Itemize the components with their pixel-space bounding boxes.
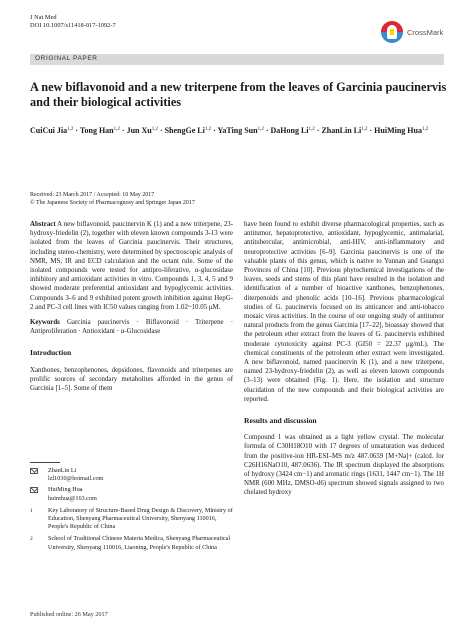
contact-name: HuiMing Hua: [48, 486, 83, 494]
contact-item: [30, 467, 233, 483]
crossmark-badge[interactable]: [381, 21, 443, 43]
author-affiliation: 1,2: [204, 127, 212, 132]
contact-name: ZhanLin Li: [48, 467, 77, 474]
paper-type: ORIGINAL PAPER: [35, 55, 98, 62]
author: [30, 126, 73, 135]
intro-continued: have been found to exhibit diverse pharmacological properties, such as antitumor, hepatoprotective, antioxidant, hypoglycemic, antimalarial, antitubercular, antimicrobial, anti-HIV, anti-inflammatory and neuroprotective activities [6–9]. Garcinia paucinervis is one of the valuable plants of this genus, which is native to Yunnan and Guangxi Provinces of China [10]. Previous phytochemical investigations of the leaves, seeds and stems of this plant have resulted in the isolation and identification of a number of bioactive xanthones, benzophenones, diterpenoids and phenolic acids [10–16]. Previous pharmacological studies of G. paucinervis focused on its anticancer and anti-tobacco mosaic virus activities. In the course of our ongoing study of antitumor natural products from the genus Garcinia [17–22], bioassay showed that the petroleum ether extract from the leaves of G. paucinervis exhibited moderate cytotoxicity against PC-3 (GI50 = 22.37 μg/mL). The chemical constituents of the petroleum ether extract were investigated. A new biflavonoid, named paucinervin K (1), and a new triterpene, named 23-hydroxy-friedelin (2), as well as eleven known compounds (3–13) were obtained (Fig. 1). Here, the isolation and structure elucidation of the new compounds and their biological activities are reported.: [244, 221, 444, 403]
author-affiliation: 1,2: [67, 127, 74, 132]
author: [374, 126, 428, 135]
right-column: [244, 220, 444, 498]
left-column: [30, 220, 233, 393]
author: [217, 126, 263, 135]
author-affiliation: 1,2: [421, 127, 429, 132]
envelope-icon: [30, 486, 42, 502]
abstract-text: A new biflavonoid, paucinervin K (1) and a new triterpene, 23-hydroxy-friedelin (2), together with eleven known compounds 3-13 were isolated from the leaves of Garcinia paucinervis. Their structures, including stereo-chemistry, were determined by spectroscopic analysis of NMR, MS, IR and ECD calculation and the octant rule. Some of the isolated compounds were tested for antipro-liferative, α-glucosidase inhibitory and antioxidant activities in vitro. Compounds 1, 3, 4, 5 and 9 showed moderate preferential antioxidant and hypoglycemic activities. Compounds 3–6 and 9 exhibited potent growth inhibition against HepG-2 and PC-3 cell lines with IC50 values ranging from 1.02~10.05 μM.: [30, 221, 233, 311]
author-list: CuiCui Jia$^{1,2}$ · Tong Han$^{1,2}$ · Jun Xu$^{1,2}$ · ShengGe Li$^{1,2}$ · YaTing Sun$^{1,2}$ · DaHong Li$^{1,2}$ · ZhanLin Li$^{1,2}$ · HuiMing Hua$^{1,2}$: [30, 126, 429, 135]
author-name: Tong Han: [79, 126, 114, 135]
author-name: CuiCui Jia: [30, 126, 68, 135]
received-accepted: Received: 23 March 2017 / Accepted: 10 May 2017: [30, 192, 155, 198]
affiliation-number: 2: [30, 536, 33, 543]
contact-block: [30, 462, 233, 552]
author-affiliation: 1,2: [113, 127, 120, 132]
paper-type-band: [30, 54, 444, 65]
published-online: Published online: 26 May 2017: [30, 611, 108, 618]
author: [165, 126, 211, 135]
author-name: ShengGe Li: [164, 126, 205, 135]
contact-item: [30, 486, 233, 502]
abstract: [30, 220, 233, 312]
journal-name: J Nat Med: [30, 14, 57, 21]
abstract-label: Abstract: [30, 221, 56, 228]
affiliation-text: Key Laboratory of Structure-Based Drug Design & Discovery, Ministry of Education, Shenyang Pharmaceutical University, Shenyang 110016, People's Republic of China: [48, 506, 233, 531]
author-name: YaTing Sun: [217, 126, 258, 135]
author-name: Jun Xu: [126, 126, 152, 135]
affiliation-text: School of Traditional Chinese Materia Medica, Shenyang Pharmaceutical University, Shenyang 110016, Liaoning, People's Republic of China: [48, 535, 231, 551]
journal-header: [30, 14, 116, 30]
author-name: DaHong Li: [270, 126, 309, 135]
crossmark-label: CrossMark: [407, 27, 444, 37]
envelope-icon: [30, 467, 42, 483]
author: [321, 126, 367, 135]
contact-divider: [30, 462, 60, 463]
author: [127, 126, 158, 135]
results-heading: Results and discussion: [244, 416, 317, 426]
crossmark-icon: [381, 21, 403, 43]
author-affiliation: 1,2: [151, 127, 158, 132]
introduction-heading: Introduction: [30, 348, 72, 358]
contact-email[interactable]: huimhua@163.com: [48, 494, 97, 502]
author-affiliation: 1,2: [361, 127, 368, 132]
keywords-text: Garcinia paucinervis · Biflavonoid · Triterpene · Antiproliferation · Antioxidant · α-Glucosidase: [30, 319, 233, 336]
author: [271, 126, 315, 135]
affiliation: [30, 507, 233, 532]
keywords: [30, 318, 233, 336]
affiliation-number: 1: [30, 507, 33, 514]
results-text: Compound 1 was obtained as a light yellow crystal. The molecular formula of C30H18O10 with 17 degrees of unsaturation was deduced from the positive-ion HR-ESI–MS m/z 487.0659 [M+Na]+ (calcd. for C26H16NaO10, 487.0636). The IR spectrum displayed the absorptions of hydroxy (3424 cm−1) and aromatic rings (1631, 1447 cm−1). The 1H NMR (600 MHz, DMSO-d6) spectrum showed signals assigned to two chelated hydroxy: [244, 434, 444, 497]
author: [80, 126, 120, 135]
journal-doi: DOI 10.1007/s11418-017-1092-7: [30, 22, 116, 29]
contact-email[interactable]: lzl1030@hotmail.com: [48, 475, 104, 483]
copyright: © The Japanese Society of Pharmacognosy and Springer Japan 2017: [30, 200, 195, 206]
keywords-label: Keywords: [30, 319, 60, 327]
author-name: HuiMing Hua: [374, 126, 422, 135]
publication-dates: [30, 191, 195, 207]
paper-title: A new biflavonoid and a new triterpene from the leaves of Garcinia paucinervis and their biological activities: [30, 80, 447, 109]
author-affiliation: 1,2: [308, 127, 315, 132]
author-name: ZhanLin Li: [321, 126, 362, 135]
affiliation: [30, 535, 233, 551]
author-affiliation: 1,2: [257, 127, 264, 132]
introduction-text: Xanthones, benzophenones, depsidones, flavonoids and triterpenes are prolific sources of secondary metabolites afforded in the genus of Garcinia [1–5]. Some of them: [30, 366, 233, 393]
